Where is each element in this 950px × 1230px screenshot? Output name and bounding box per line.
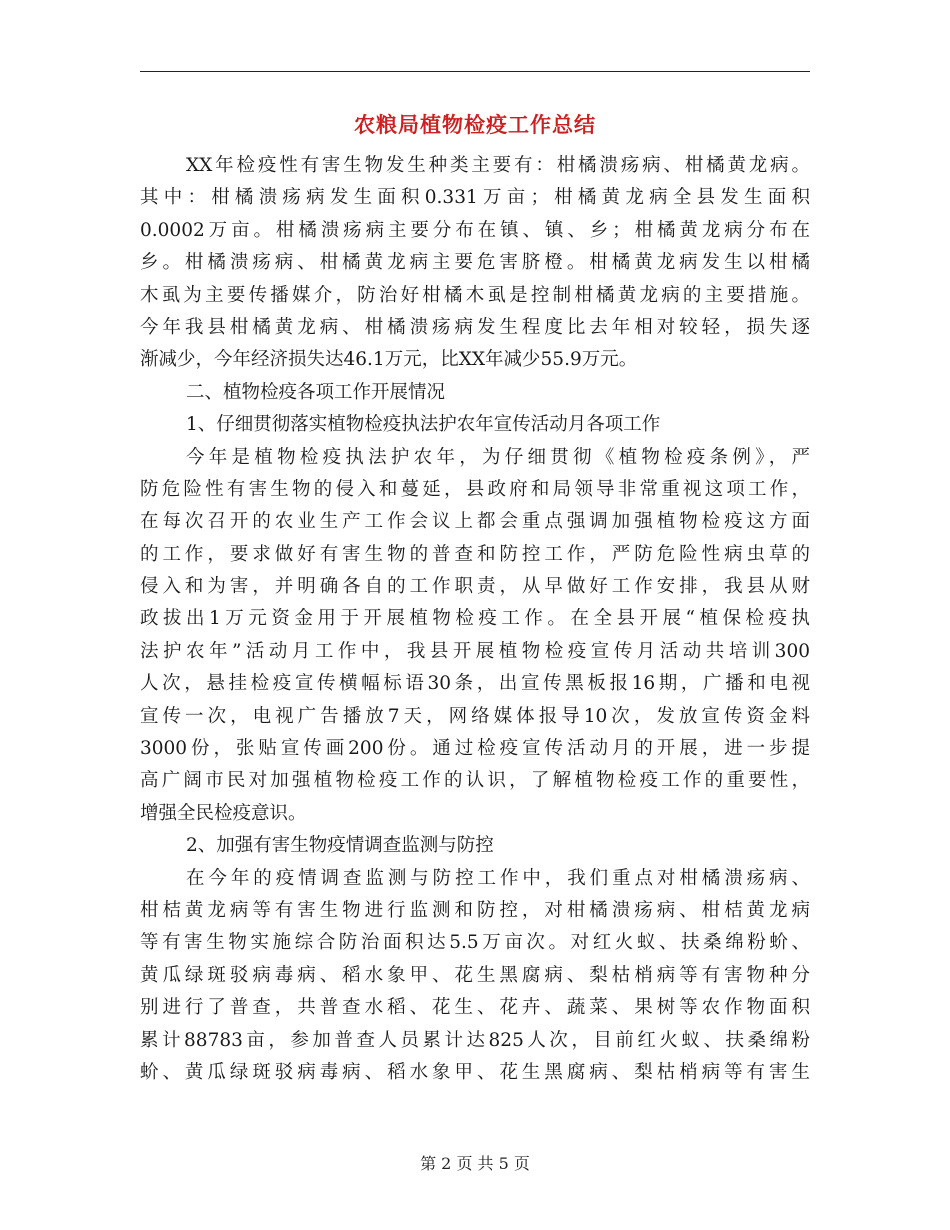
text-line: XX年检疫性有害生物发生种类主要有：柑橘溃疡病、柑橘黄龙病。	[186, 155, 810, 176]
text-line: 宣传一次，电视广告播放7天，网络媒体报导10次，发放宣传资金料	[140, 705, 810, 727]
text-line: 木虱为主要传播媒介，防治好柑橘木虱是控制柑橘黄龙病的主要措施。	[140, 284, 810, 306]
text-line: 的工作，要求做好有害生物的普查和防控工作，严防危险性病虫草的	[140, 543, 810, 565]
text-line: 今年我县柑橘黄龙病、柑橘溃疡病发生程度比去年相对较轻，损失逐	[140, 316, 810, 338]
text-line: 在今年的疫情调查监测与防控工作中，我们重点对柑橘溃疡病、	[186, 867, 810, 889]
text-line: 等有害生物实施综合防治面积达5.5万亩次。对红火蚁、扶桑绵粉蚧、	[140, 932, 810, 954]
text-line: 3000份，张贴宣传画200份。通过检疫宣传活动月的开展，进一步提	[140, 738, 810, 760]
text-line: 人次，悬挂检疫宣传横幅标语30条，出宣传黑板报16期，广播和电视	[140, 673, 810, 695]
text-line: 法护农年”活动月工作中，我县开展植物检疫宣传月活动共培训300	[140, 640, 810, 662]
document-title: 农粮局植物检疫工作总结	[354, 112, 596, 137]
text-line: 政拔出1万元资金用于开展植物检疫工作。在全县开展“植保检疫执	[140, 608, 810, 630]
text-line: 今年是植物检疫执法护农年，为仔细贯彻《植物检疫条例》，严	[186, 446, 810, 468]
text-line: 累计88783亩，参加普查人员累计达825人次，目前红火蚁、扶桑绵粉	[140, 1029, 810, 1051]
text-line: 渐减少，今年经济损失达46.1万元，比XX年减少55.9万元。	[140, 349, 638, 371]
text-line: 1、仔细贯彻落实植物检疫执法护农年宣传活动月各项工作	[186, 414, 661, 436]
text-line: 2、加强有害生物疫情调查监测与防控	[186, 835, 494, 857]
header-rule	[140, 71, 810, 72]
text-line: 其中：柑橘溃疡病发生面积0.331万亩；柑橘黄龙病全县发生面积	[140, 187, 810, 209]
text-line: 蚧、黄瓜绿斑驳病毒病、稻水象甲、花生黑腐病、梨枯梢病等有害生	[140, 1061, 810, 1083]
text-line: 侵入和为害，并明确各自的工作职责，从早做好工作安排，我县从财	[140, 576, 810, 598]
text-line: 二、植物检疫各项工作开展情况	[186, 381, 446, 403]
text-line: 黄瓜绿斑驳病毒病、稻水象甲、花生黑腐病、梨枯梢病等有害物种分	[140, 964, 810, 986]
text-line: 增强全民检疫意识。	[140, 802, 307, 824]
text-line: 防危险性有害生物的侵入和蔓延，县政府和局领导非常重视这项工作，	[140, 478, 810, 500]
text-line: 柑桔黄龙病等有害生物进行监测和防控，对柑橘溃疡病、柑桔黄龙病	[140, 899, 810, 921]
text-line: 在每次召开的农业生产工作会议上都会重点强调加强植物检疫这方面	[140, 511, 810, 533]
document-body	[140, 150, 810, 1089]
text-line: 别进行了普查，共普查水稻、花生、花卉、蔬菜、果树等农作物面积	[140, 997, 810, 1019]
text-line: 乡。柑橘溃疡病、柑橘黄龙病主要危害脐橙。柑橘黄龙病发生以柑橘	[140, 252, 810, 274]
text-line: 0.0002万亩。柑橘溃疡病主要分布在镇、镇、乡；柑橘黄龙病分布在	[140, 219, 810, 241]
page-number: 第 2 页 共 5 页	[420, 1154, 530, 1173]
text-line: 高广阔市民对加强植物检疫工作的认识，了解植物检疫工作的重要性，	[140, 770, 810, 792]
